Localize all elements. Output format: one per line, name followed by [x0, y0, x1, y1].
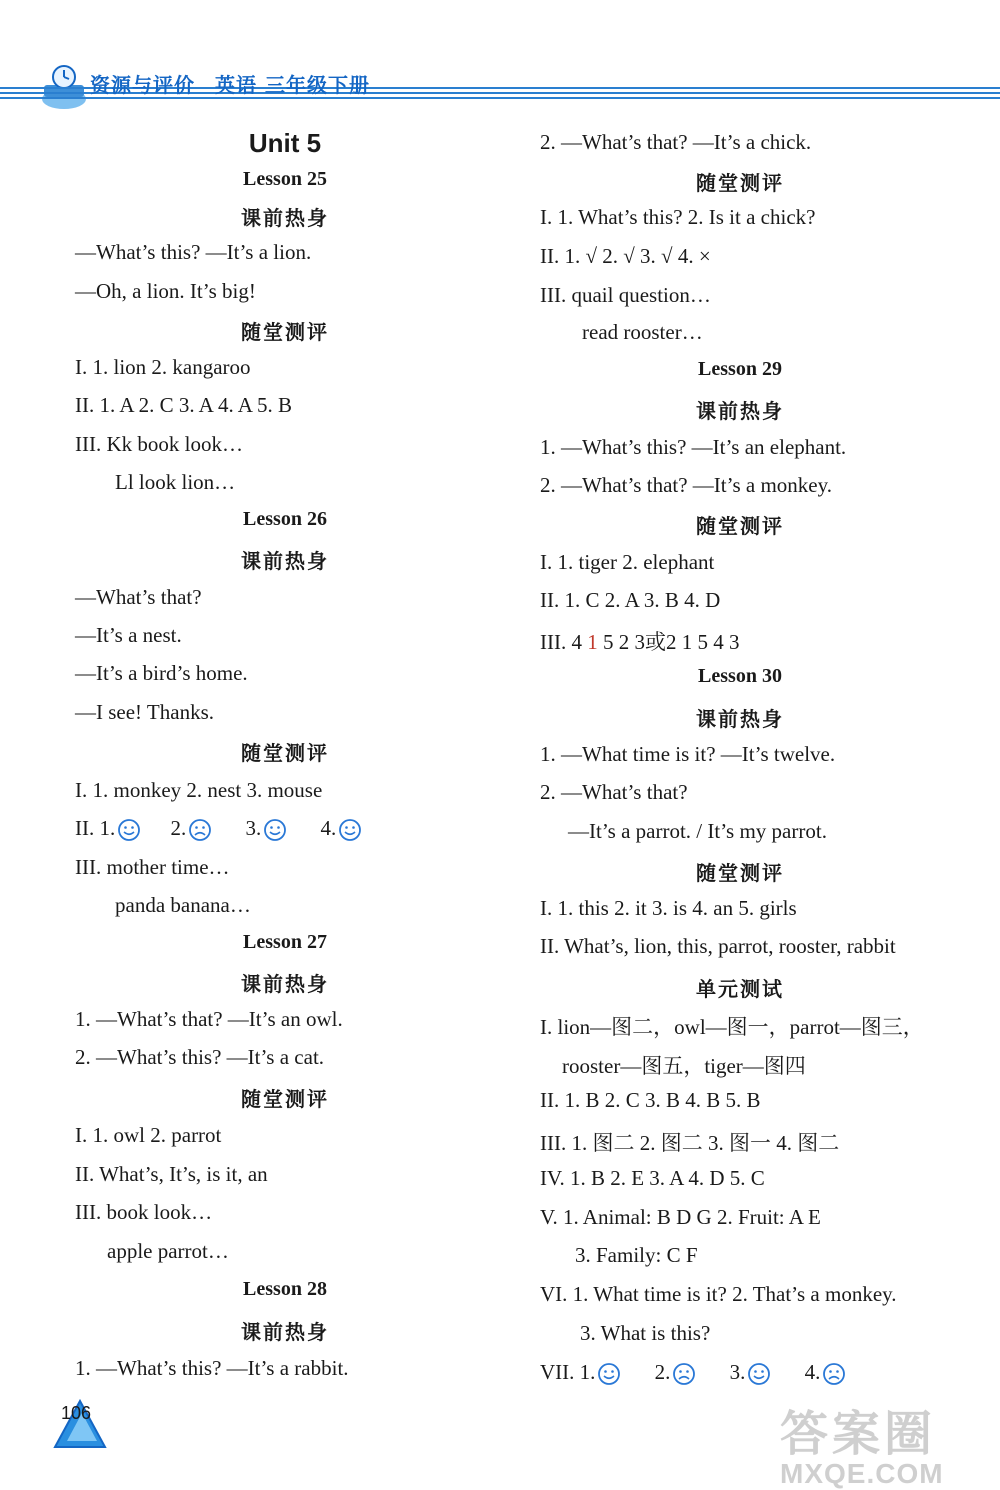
- watermark-url: MXQE.COM: [780, 1458, 944, 1489]
- sad-face-icon: [672, 1362, 696, 1386]
- lesson-27-title: Lesson 27: [243, 931, 327, 953]
- answer-line: —It’s a parrot. / It’s my parrot.: [568, 819, 827, 843]
- answer-line: VI. 1. What time is it? 2. That’s a monkey.: [540, 1282, 897, 1306]
- answer-line: III. mother time…: [75, 855, 230, 879]
- l27-test-heading: 随堂测评: [241, 1087, 329, 1111]
- answer-line: V. 1. Animal: B D G 2. Fruit: A E: [540, 1205, 821, 1229]
- sad-face-icon: [822, 1362, 846, 1386]
- answer-text: III. 4: [540, 630, 588, 654]
- happy-face-icon: [747, 1362, 771, 1386]
- l26-test-heading: 随堂测评: [241, 741, 329, 765]
- l28-warmup-heading: 课前热身: [241, 1320, 329, 1344]
- answer-line: —It’s a bird’s home.: [75, 661, 248, 685]
- lesson-30-title: Lesson 30: [698, 665, 782, 687]
- answer-line: 2. —What’s that? —It’s a chick.: [540, 130, 812, 154]
- happy-face-icon: [117, 818, 141, 842]
- answer-line: III. 1. 图二 2. 图二 3. 图一 4. 图二: [540, 1131, 840, 1155]
- answer-line: 1. —What’s this? —It’s a rabbit.: [75, 1356, 349, 1380]
- answer-line: III. quail question…: [540, 283, 711, 307]
- answer-line: IV. 1. B 2. E 3. A 4. D 5. C: [540, 1166, 765, 1190]
- item-label: 2.: [654, 1360, 671, 1384]
- answer-line: III. Kk book look…: [75, 432, 243, 456]
- answer-line: Ll look lion…: [115, 470, 236, 494]
- lesson-25-title: Lesson 25: [243, 168, 327, 190]
- happy-face-icon: [263, 818, 287, 842]
- answer-line: —What’s this? —It’s a lion.: [75, 240, 312, 264]
- answer-line: I. 1. this 2. it 3. is 4. an 5. girls: [540, 896, 797, 920]
- answer-line: I. 1. owl 2. parrot: [75, 1123, 222, 1147]
- answer-line: II. 1. C 2. A 3. B 4. D: [540, 588, 721, 612]
- answer-line: 3. What is this?: [580, 1321, 711, 1345]
- book-series-title: 资源与评价: [90, 73, 195, 97]
- unit-title: Unit 5: [248, 128, 322, 158]
- answer-line: II. 1. B 2. C 3. B 4. B 5. B: [540, 1088, 761, 1112]
- answer-line: 2. —What’s that? —It’s a monkey.: [540, 473, 832, 497]
- l27-warmup-heading: 课前热身: [241, 972, 329, 996]
- answer-line: II. What’s, lion, this, parrot, rooster, rabbit: [540, 934, 896, 958]
- l25-warmup-heading: 课前热身: [241, 206, 329, 230]
- answer-text-red: 1: [587, 630, 598, 654]
- happy-face-icon: [597, 1362, 621, 1386]
- item-label: 3.: [729, 1360, 746, 1384]
- l25-test-heading: 随堂测评: [241, 320, 329, 344]
- answer-line: 1. —What time is it? —It’s twelve.: [540, 742, 836, 766]
- page-number-badge: [45, 1395, 115, 1455]
- answer-line: 1. —What’s that? —It’s an owl.: [75, 1007, 343, 1031]
- book-subject-grade: 英语 三年级下册: [215, 73, 370, 97]
- answer-line: —I see! Thanks.: [75, 700, 214, 724]
- lesson-29-title: Lesson 29: [698, 358, 782, 380]
- l29-warmup-heading: 课前热身: [696, 399, 784, 423]
- answer-line: 3. Family: C F: [575, 1243, 698, 1267]
- item-label: 4.: [804, 1360, 821, 1384]
- l30-warmup-heading: 课前热身: [696, 707, 784, 731]
- page-header: [0, 55, 1000, 115]
- answer-line: rooster—图五，tiger—图四: [562, 1054, 806, 1078]
- answer-line: I. 1. What’s this? 2. Is it a chick?: [540, 205, 816, 229]
- answer-line: —It’s a nest.: [75, 623, 182, 647]
- answer-line: apple parrot…: [107, 1239, 229, 1263]
- answer-line: I. 1. lion 2. kangaroo: [75, 355, 251, 379]
- lesson-28-title: Lesson 28: [243, 1278, 327, 1300]
- answer-line: —Oh, a lion. It’s big!: [75, 279, 256, 303]
- answer-line: II. 1. A 2. C 3. A 4. A 5. B: [75, 393, 293, 417]
- answer-text: 5 2 3或2 1 5 4 3: [597, 630, 740, 654]
- watermark-logo-text: 答案圈: [780, 1408, 937, 1461]
- answer-line: I. lion—图二，owl—图一，parrot—图三，: [540, 1015, 924, 1039]
- l29-test-heading: 随堂测评: [696, 514, 784, 538]
- answer-line: I. 1. monkey 2. nest 3. mouse: [75, 778, 323, 802]
- answer-line: [540, 626, 739, 656]
- l30-test-heading: 随堂测评: [696, 861, 784, 885]
- item-label: II. 1.: [75, 816, 116, 840]
- l28-test-heading: 随堂测评: [696, 171, 784, 195]
- answer-line-smileys: [540, 1360, 846, 1386]
- sad-face-icon: [188, 818, 212, 842]
- item-label: 2.: [170, 816, 187, 840]
- happy-face-icon: [338, 818, 362, 842]
- lesson-26-title: Lesson 26: [243, 508, 327, 530]
- l26-warmup-heading: 课前热身: [241, 549, 329, 573]
- item-label: 3.: [245, 816, 262, 840]
- item-label: VII. 1.: [540, 1360, 596, 1384]
- header-title: [90, 69, 370, 98]
- answer-line: 1. —What’s this? —It’s an elephant.: [540, 435, 847, 459]
- item-label: 4.: [320, 816, 337, 840]
- answer-line: 2. —What’s that?: [540, 780, 688, 804]
- answer-line: 2. —What’s this? —It’s a cat.: [75, 1045, 325, 1069]
- page-number: 106: [61, 1403, 92, 1423]
- answer-line: II. 1. √ 2. √ 3. √ 4. ×: [540, 244, 711, 268]
- answer-line: III. book look…: [75, 1200, 213, 1224]
- answer-line: read rooster…: [582, 320, 703, 344]
- watermark: [780, 1395, 944, 1490]
- unit-test-heading: 单元测试: [696, 977, 784, 1001]
- answer-line: I. 1. tiger 2. elephant: [540, 550, 715, 574]
- answer-line: II. What’s, It’s, is it, an: [75, 1162, 268, 1186]
- answer-line: —What’s that?: [75, 585, 202, 609]
- answer-line: panda banana…: [115, 893, 251, 917]
- answer-line-smileys: [75, 816, 362, 842]
